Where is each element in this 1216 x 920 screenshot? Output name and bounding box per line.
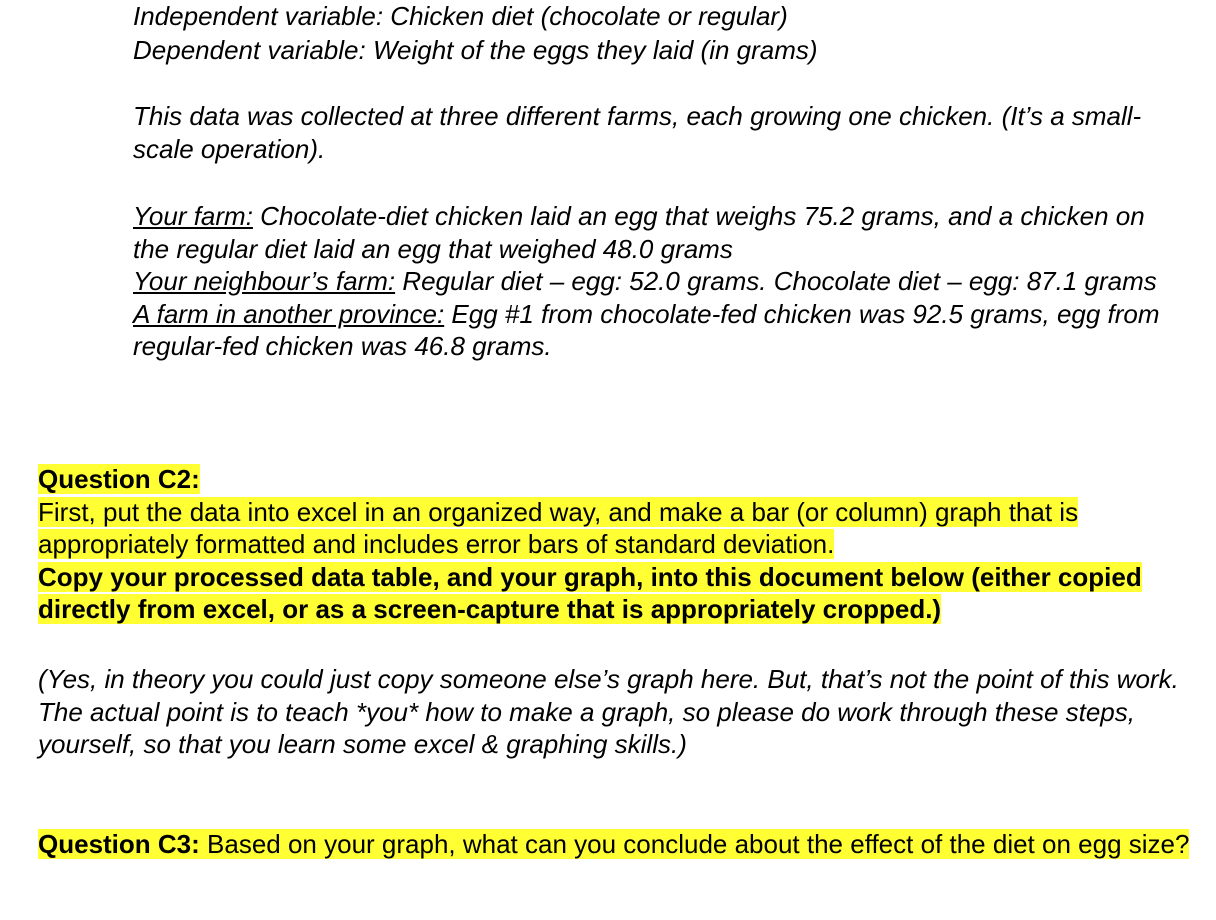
province-farm-label: A farm in another province:: [133, 298, 445, 329]
question-c2-bold-instruction: Copy your processed data table, and your graph, into this document below (either copied directly from excel, or as a screen-capture that is appropriately cropped.): [38, 561, 1142, 624]
your-farm-label: Your farm:: [133, 201, 253, 231]
neighbour-farm-label: Your neighbour’s farm:: [133, 266, 396, 296]
dependent-variable-line: Dependent variable: Weight of the eggs they laid (in grams): [133, 35, 818, 65]
question-c2-heading: Question C2:: [38, 464, 200, 494]
neighbour-farm-entry: [133, 265, 1183, 298]
data-context-paragraph: This data was collected at three different farms, each growing one chicken. (It’s a small-scale operation).: [133, 101, 1142, 164]
question-c3-text: Based on your graph, what can you conclude about the effect of the diet on egg size?: [199, 829, 1190, 859]
question-c2-bold-line: [38, 561, 1198, 626]
question-c2-instruction-line: [38, 496, 1198, 561]
province-farm-text: Egg #1 from chocolate-fed chicken was 92.5 grams, egg from regular-fed chicken was 46.8 grams.: [133, 298, 1160, 361]
farm-data-block: [133, 200, 1183, 363]
neighbour-farm-text: Regular diet – egg: 52.0 grams. Chocolate diet – egg: 87.1 grams: [395, 266, 1157, 296]
independent-variable-line: Independent variable: Chicken diet (chocolate or regular): [133, 1, 788, 31]
your-farm-text: Chocolate-diet chicken laid an egg that weighs 75.2 grams, and a chicken on the regular diet laid an egg that weighed 48.0 grams: [133, 201, 1145, 264]
question-c3-heading: Question C3:: [38, 829, 200, 859]
question-c2-heading-line: [38, 463, 1198, 496]
note-paragraph: (Yes, in theory you could just copy someone else’s graph here. But, that’s not the point of this work. The actual point is to teach *you* how to make a graph, so please do work through these steps, yourself, so that you learn some excel & graphing skills.): [38, 664, 1179, 759]
question-c3-highlight: [38, 829, 1189, 859]
question-c3-line: [38, 828, 1198, 861]
your-farm-entry: [133, 200, 1183, 265]
question-c2-block: [38, 463, 1198, 626]
province-farm-entry: [133, 298, 1183, 363]
question-c2-instruction: First, put the data into excel in an organized way, and make a bar (or column) graph that is appropriately formatted and includes error bars of standard deviation.: [38, 496, 1079, 559]
